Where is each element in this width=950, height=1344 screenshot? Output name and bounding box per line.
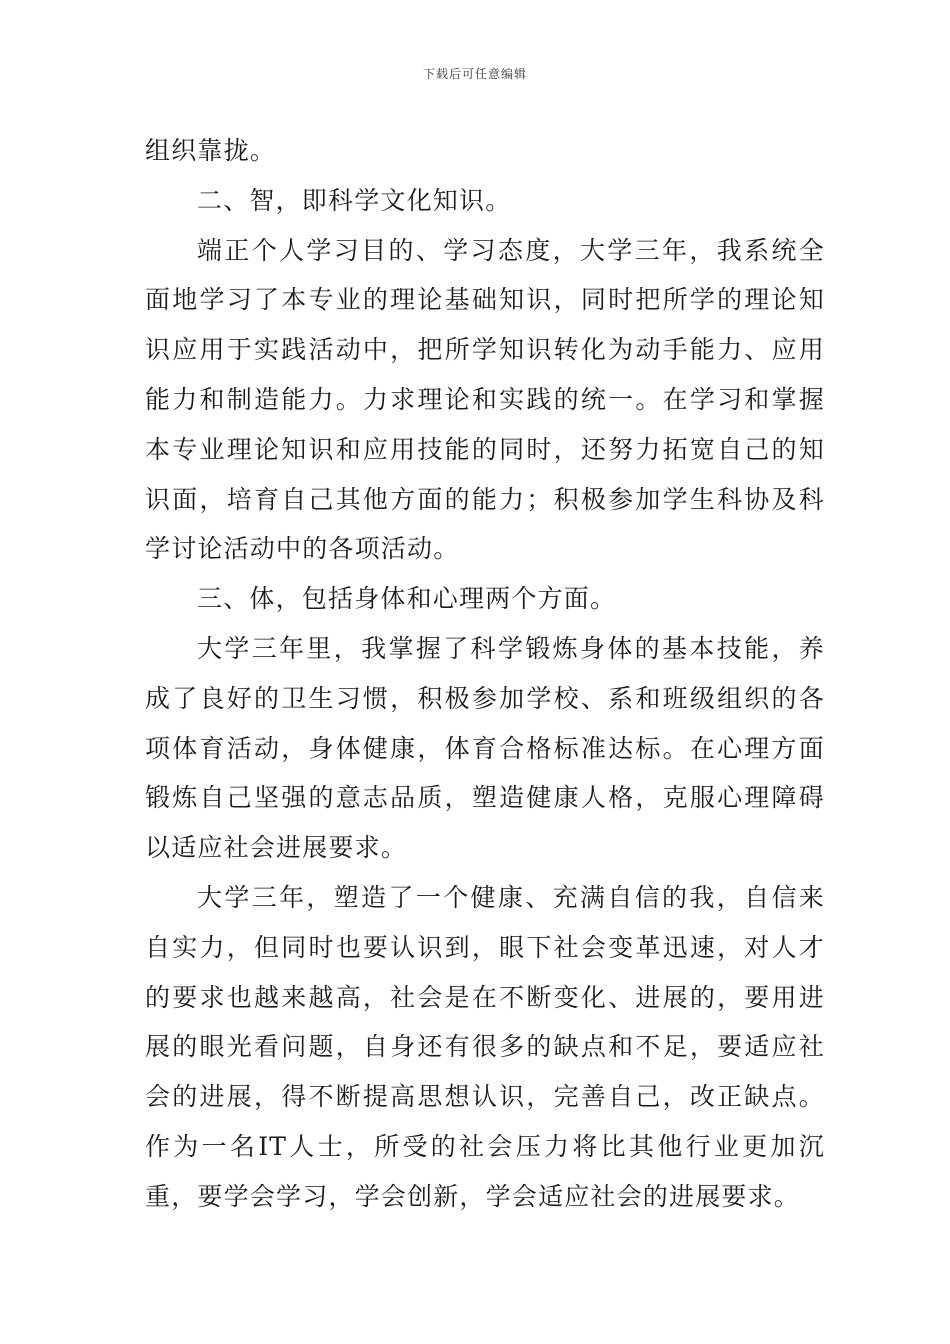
- document-body: [145, 126, 825, 1222]
- paragraph-study: 端正个人学习目的、学习态度，大学三年，我系统全面地学习了本专业的理论基础知识，同时把所学的理论知识应用于实践活动中，把所学知识转化为动手能力、应用能力和制造能力。力求理论和实践的统一。在学习和掌握本专业理论知识和应用技能的同时，还努力拓宽自己的知识面，培育自己其他方面的能力；积极参加学生科协及科学讨论活动中的各项活动。: [145, 235, 825, 564]
- section-heading-physical: 三、体，包括身体和心理两个方面。: [197, 584, 617, 614]
- paragraph-continuation: 组织靠拢。: [145, 136, 277, 165]
- paragraph-conclusion: 大学三年，塑造了一个健康、充满自信的我，自信来自实力，但同时也要认识到，眼下社会变革迅速，对人才的要求也越来越高，社会是在不断变化、进展的，要用进展的眼光看问题，自身还有很多的缺点和不足，要适应社会的进展，得不断提高思想认识，完善自己，改正缺点。作为一名IT人士，所受的社会压力将比其他行业更加沉重，要学会学习，学会创新，学会适应社会的进展要求。: [145, 882, 825, 1211]
- paragraph-physical: 大学三年里，我掌握了科学锻炼身体的基本技能，养成了良好的卫生习惯，积极参加学校、系和班级组织的各项体育活动，身体健康，体育合格标准达标。在心理方面锻炼自己坚强的意志品质，塑造健康人格，克服心理障碍以适应社会进展要求。: [145, 633, 825, 863]
- section-heading-intellect: 二、智，即科学文化知识。: [197, 185, 512, 215]
- page-header-note: 下载后可任意编辑: [422, 67, 527, 81]
